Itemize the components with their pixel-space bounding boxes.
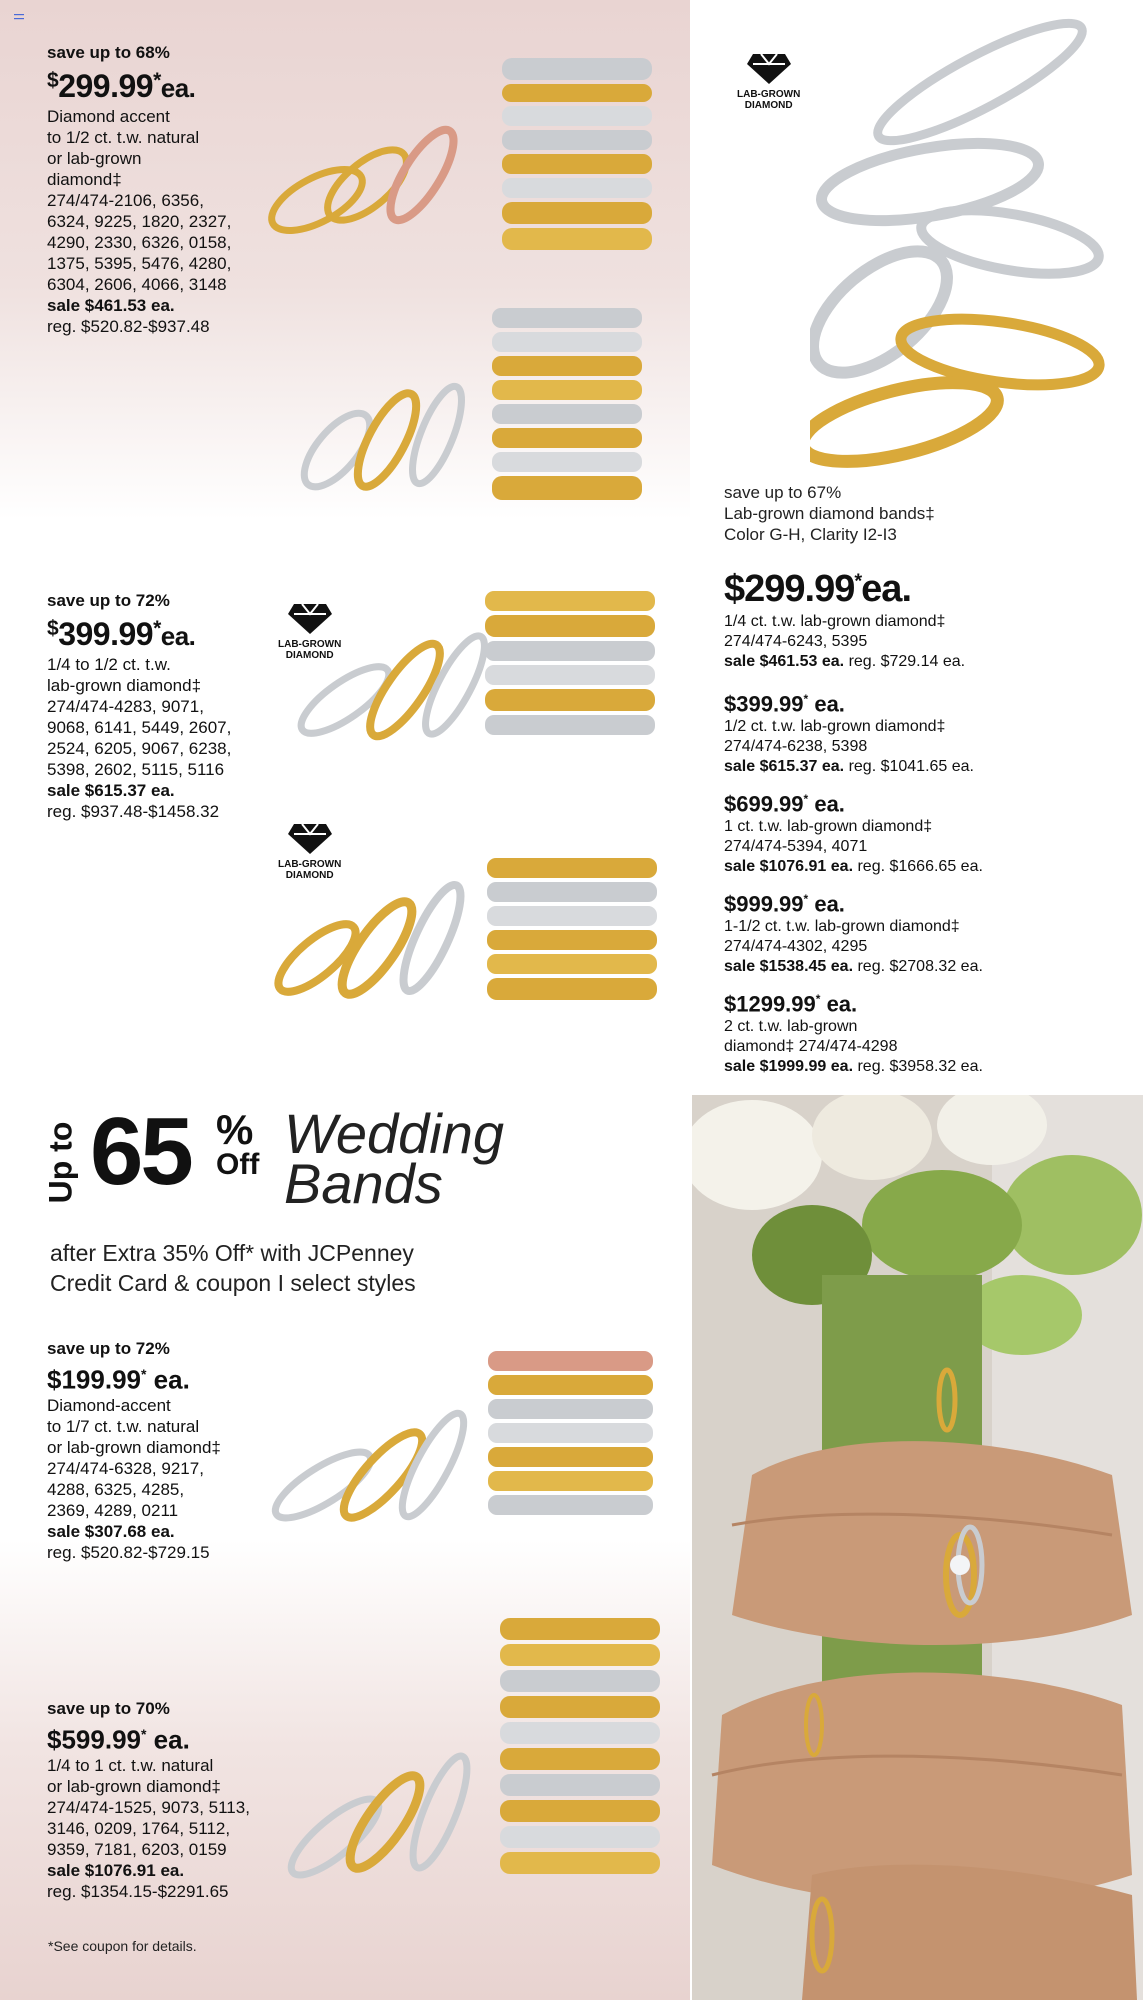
- save-label: save up to 68%: [47, 43, 170, 62]
- diamond-icon: [745, 48, 793, 86]
- headline-bands: Bands: [284, 1152, 443, 1215]
- menu-icon: [14, 14, 24, 20]
- save-label: save up to 72%: [47, 591, 170, 610]
- lab-grown-bands-image: [810, 12, 1110, 472]
- description: 1/4 to 1/2 ct. t.w. lab-grown diamond‡: [47, 655, 202, 695]
- up-to-label: Up to: [42, 1121, 79, 1204]
- ring-stack-image-4: [272, 838, 672, 1028]
- sku-list: 274/474-2106, 6356, 6324, 9225, 1820, 2327, 4290, 2330, 6326, 0158, 1375, 5395, 5476, 4280, 6304, 2606, 4066, 3148: [47, 191, 232, 294]
- sku-list: 274/474-4283, 9071, 9068, 6141, 5449, 2607, 2524, 6205, 9067, 6238, 5398, 2602, 5115, 5116: [47, 697, 232, 779]
- description: Diamond-accent to 1/7 ct. t.w. natural or lab-grown diamond‡: [47, 1395, 221, 1457]
- ring-stack-image-6: [275, 1612, 675, 1902]
- save-label: save up to 70%: [47, 1699, 170, 1718]
- headline-wedding: Wedding: [284, 1102, 505, 1165]
- ring-stack-image-5: [268, 1345, 668, 1545]
- lab-grown-item: $999.99* ea. 1-1/2 ct. t.w. lab-grown diamond‡ 274/474-4302, 4295 sale $1538.45 ea. reg. $2708.32 ea.: [724, 891, 983, 976]
- promo-subheading: after Extra 35% Off* with JCPenney Credit Card & coupon I select styles: [50, 1240, 416, 1296]
- bouquet-hands-photo: [692, 1095, 1143, 2000]
- lab-grown-diamond-logo-1: LAB-GROWN DIAMOND: [278, 598, 341, 661]
- ring-stack-image-1: [262, 50, 672, 270]
- lab-grown-item: $399.99* ea. 1/2 ct. t.w. lab-grown diamond‡ 274/474-6238, 5398 sale $615.37 ea. reg. $1041.65 ea.: [724, 691, 974, 776]
- lab-grown-diamond-logo-3: LAB-GROWN DIAMOND: [737, 48, 800, 111]
- regular-price: reg. $520.82-$937.48: [47, 317, 210, 336]
- regular-price: reg. $1354.15-$2291.65: [47, 1881, 229, 1901]
- percent-sign: %: [216, 1106, 254, 1153]
- sale-price: sale $1076.91 ea.: [47, 1860, 185, 1880]
- price: $299.99*ea.: [47, 68, 196, 104]
- sku-list: 274/474-6328, 9217, 4288, 6325, 4285, 2369, 4289, 0211: [47, 1458, 204, 1520]
- ring-stack-image-2: [292, 300, 662, 530]
- offer-block-3: [47, 1338, 267, 1563]
- lab-grown-item: $699.99* ea. 1 ct. t.w. lab-grown diamond‡ 274/474-5394, 4071 sale $1076.91 ea. reg. $1666.65 ea.: [724, 791, 983, 876]
- coupon-footnote: *See coupon for details.: [48, 1938, 197, 1954]
- description: 1/4 to 1 ct. t.w. natural or lab-grown diamond‡: [47, 1755, 221, 1796]
- percent-number: 65: [90, 1098, 191, 1205]
- regular-price: reg. $937.48-$1458.32: [47, 802, 220, 821]
- sku-list: 274/474-1525, 9073, 5113, 3146, 0209, 1764, 5112, 9359, 7181, 6203, 0159: [47, 1797, 250, 1859]
- ring-stack-image-3: [275, 585, 675, 765]
- offer-block-2: [47, 590, 267, 822]
- sale-price: sale $307.68 ea.: [47, 1521, 175, 1541]
- lab-grown-main-price: $299.99*ea.: [724, 568, 911, 610]
- save-label: save up to 72%: [47, 1339, 170, 1358]
- price: $399.99*ea.: [47, 616, 196, 652]
- price: $199.99* ea.: [47, 1364, 190, 1395]
- sale-price: sale $615.37 ea.: [47, 781, 175, 800]
- sale-price: sale $461.53 ea.: [47, 296, 175, 315]
- offer-block-4: [47, 1698, 267, 1902]
- description: Diamond accent to 1/2 ct. t.w. natural or lab-grown diamond‡: [47, 107, 200, 189]
- price: $599.99* ea.: [47, 1724, 190, 1755]
- lab-grown-diamond-logo-2: LAB-GROWN DIAMOND: [278, 818, 341, 881]
- lab-grown-heading: save up to 67% Lab-grown diamond bands‡ Color G-H, Clarity I2-I3: [724, 483, 935, 544]
- lab-grown-item: $1299.99* ea. 2 ct. t.w. lab-grown diamond‡ 274/474-4298 sale $1999.99 ea. reg. $3958.32 ea.: [724, 991, 983, 1076]
- off-label: Off: [216, 1148, 260, 1181]
- lab-grown-item-first: 1/4 ct. t.w. lab-grown diamond‡ 274/474-6243, 5395 sale $461.53 ea. reg. $729.14 ea.: [724, 613, 966, 670]
- regular-price: reg. $520.82-$729.15: [47, 1542, 210, 1562]
- offer-block-1: [47, 42, 267, 337]
